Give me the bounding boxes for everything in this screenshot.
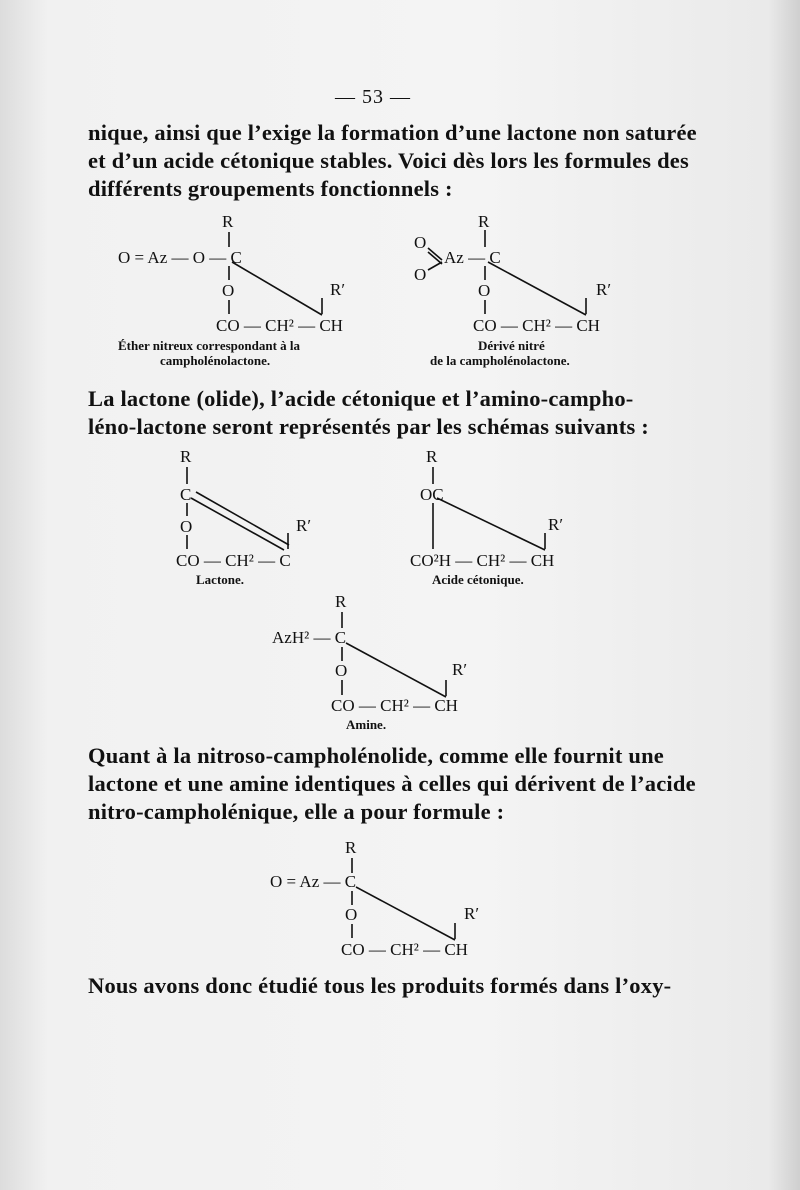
f2-caption-line-2: de la campholénolactone. <box>430 353 570 368</box>
f1-r: R <box>222 212 234 231</box>
formula-nitro-derivative <box>414 212 611 368</box>
f2-r-prime: R′ <box>596 280 612 299</box>
f1-caption-line-2: campholénolactone. <box>160 353 271 368</box>
f5-r: R <box>335 592 347 611</box>
f1-bottom-chain: CO — CH² — CH <box>216 316 343 335</box>
paragraph-1-line-3: différents groupements fonctionnels : <box>88 176 453 201</box>
f6-r-prime: R′ <box>464 904 480 923</box>
f5-left-chain: AzH² — C <box>272 628 347 647</box>
page-number: — 53 — <box>335 86 411 108</box>
f6-oxygen: O <box>345 905 358 924</box>
paragraph-3-line-3: nitro-campholénique, elle a pour formule : <box>88 799 505 824</box>
paragraph-3-line-1: Quant à la nitroso-campholénolide, comme elle fournit une <box>88 743 664 768</box>
f2-az-chain: Az — C <box>444 248 501 267</box>
f5-oxygen: O <box>335 661 348 680</box>
formula-nitroso-campholenolide <box>270 838 479 959</box>
f5-caption: Amine. <box>346 717 387 732</box>
f2-bottom-chain: CO — CH² — CH <box>473 316 600 335</box>
f4-r: R <box>426 447 438 466</box>
f6-left-chain: O = Az — C <box>270 872 357 891</box>
paragraph-1-line-2: et d’un acide cétonique stables. Voici dès lors les formules des <box>88 148 689 173</box>
f2-oxygen-bottom: O <box>414 265 427 284</box>
f4-caption: Acide cétonique. <box>432 572 524 587</box>
f2-caption-line-1: Dérivé nitré <box>478 338 545 353</box>
f1-oxygen: O <box>222 281 235 300</box>
f3-bottom-chain: CO — CH² — C <box>176 551 291 570</box>
f4-r-prime: R′ <box>548 515 564 534</box>
f3-oxygen: O <box>180 517 193 536</box>
f2-oxygen: O <box>478 281 491 300</box>
paragraph-4-line-1: Nous avons donc étudié tous les produits formés dans l’oxy- <box>88 973 672 998</box>
f2-r: R <box>478 212 490 231</box>
paragraph-3-line-2: lactone et une amine identiques à celles qui dérivent de l’acide <box>88 771 696 796</box>
f4-oc: OC <box>420 485 444 504</box>
f2-oxygen-top: O <box>414 233 427 252</box>
f3-carbon: C <box>180 485 192 504</box>
paragraph-2-line-2: léno-lactone seront représentés par les schémas suivants : <box>88 414 649 439</box>
f4-bottom-chain: CO²H — CH² — CH <box>410 551 555 570</box>
f1-left-chain: O = Az — O — C <box>118 248 242 267</box>
f3-caption: Lactone. <box>196 572 245 587</box>
f5-bottom-chain: CO — CH² — CH <box>331 696 458 715</box>
f6-r: R <box>345 838 357 857</box>
f3-r: R <box>180 447 192 466</box>
formula-lactone <box>176 447 311 587</box>
f3-r-prime: R′ <box>296 516 312 535</box>
f6-bottom-chain: CO — CH² — CH <box>341 940 468 959</box>
paragraph-2-line-1: La lactone (olide), l’acide cétonique et l’amino-campho- <box>88 386 634 411</box>
formula-amine <box>272 592 467 732</box>
f1-caption-line-1: Éther nitreux correspondant à la <box>118 338 301 353</box>
paragraph-1-line-1: nique, ainsi que l’exige la formation d’une lactone non saturée <box>88 120 697 145</box>
f1-r-prime: R′ <box>330 280 346 299</box>
formula-nitrous-ether <box>118 212 345 368</box>
f5-r-prime: R′ <box>452 660 468 679</box>
